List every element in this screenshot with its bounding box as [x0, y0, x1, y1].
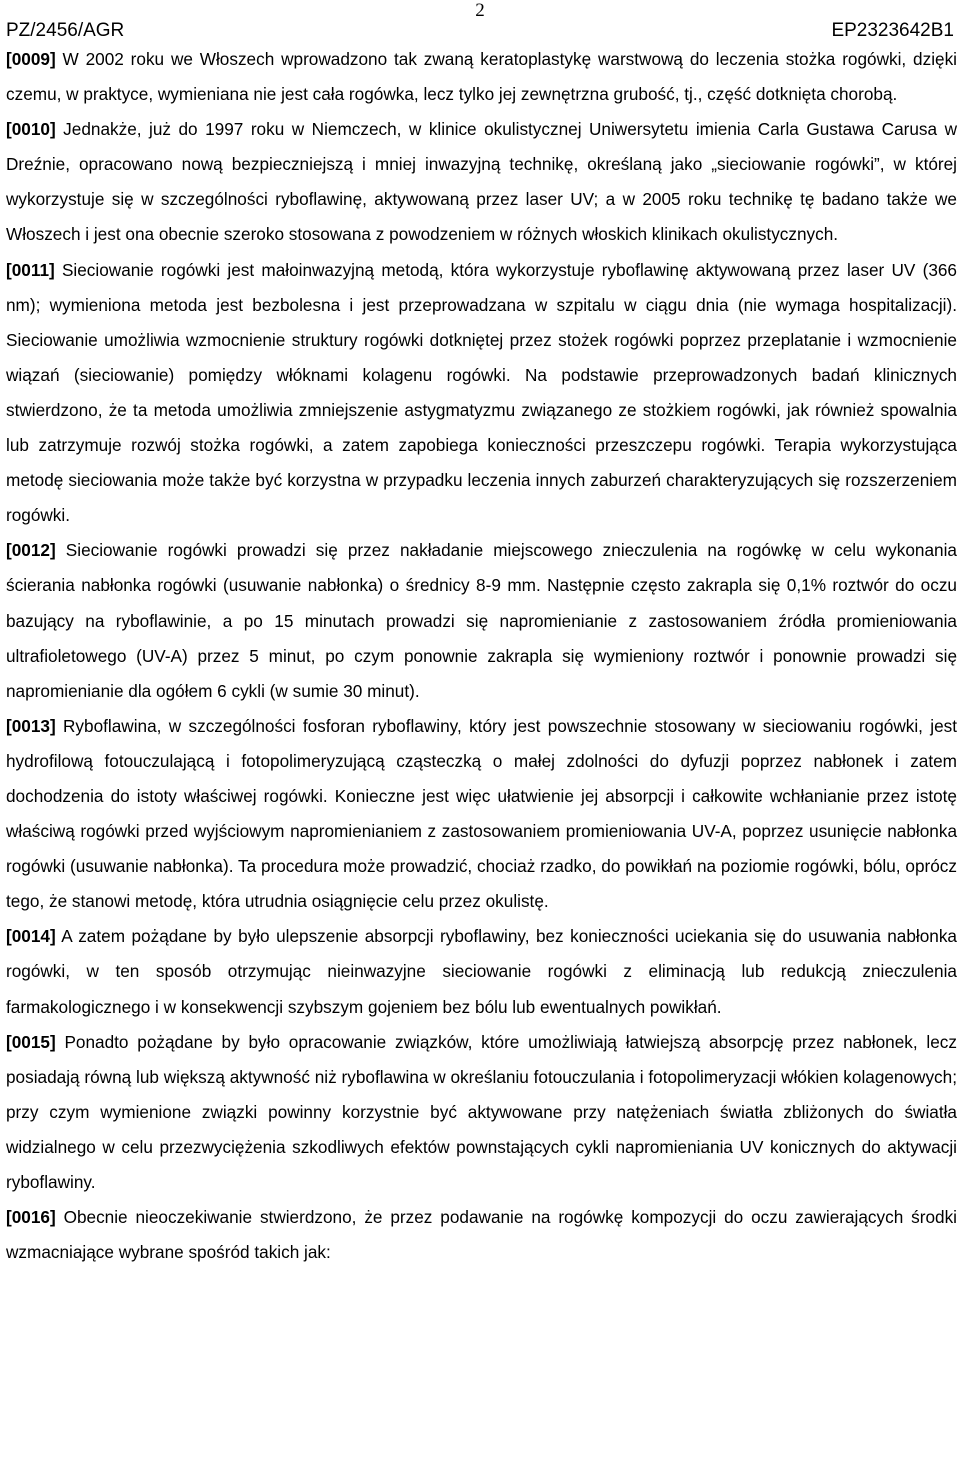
- paragraph-ref: [0012]: [6, 540, 56, 561]
- paragraph-0009: [6, 42, 957, 112]
- application-number: PZ/2456/AGR: [6, 20, 125, 41]
- paragraph-0014: [6, 919, 957, 1024]
- paragraph-0016: [6, 1200, 957, 1270]
- patent-number: EP2323642B1: [831, 20, 954, 41]
- paragraph-0015: [6, 1025, 957, 1200]
- paragraph-0010: [6, 112, 957, 252]
- paragraph-text: Sieciowanie rogówki prowadzi się przez nakładanie miejscowego znieczulenia na rogówkę w celu wykonania ścierania nabłonka rogówki (usuwanie nabłonka) o średnicy 8-9 mm. Następnie często zakrapla się 0,1% roztwór do oczu bazujący na ryboflawinie, a po 15 minutach prowadzi się napromienianie z zastosowaniem źródła promieniowania ultrafioletowego (UV-A) przez 5 minut, po czym ponownie zakrapla się wymieniony roztwór i ponownie prowadzi się napromienianie dla ogółem 6 cykli (w sumie 30 minut).: [6, 540, 957, 701]
- paragraph-ref: [0014]: [6, 926, 56, 947]
- paragraph-text: Ryboflawina, w szczególności fosforan ryboflawiny, który jest powszechnie stosowany w sieciowaniu rogówki, jest hydrofilową fotouczulającą i fotopolimeryzującą cząsteczką o małej zdolności do dyfuzji poprzez nabłonek i zatem dochodzenia do istoty właściwej rogówki. Konieczne jest więc ułatwienie jej absorpcji i całkowite wchłanianie przez istotę właściwą rogówki przed wyjściowym napromienianiem z zastosowaniem promieniowania UV-A, poprzez usunięcie nabłonka rogówki (usuwanie nabłonka). Ta procedura może prowadzić, chociaż rzadko, do powikłań na poziomie rogówki, bólu, oprócz tego, że stanowi metodę, która utrudnia osiągnięcie celu przez okulistę.: [6, 715, 957, 912]
- paragraph-0011: [6, 253, 957, 534]
- paragraph-text: Obecnie nieoczekiwanie stwierdzono, że przez podawanie na rogówkę kompozycji do oczu zawierających środki wzmacniające wybrane spośród takich jak:: [6, 1207, 957, 1263]
- paragraph-ref: [0015]: [6, 1031, 56, 1052]
- paragraph-text: W 2002 roku we Włoszech wprowadzono tak zwaną keratoplastykę warstwową do leczenia stożka rogówki, dzięki czemu, w praktyce, wymieniana nie jest cała rogówka, lecz tylko jej zewnętrzna grubość, tj., część dotknięta chorobą.: [6, 49, 957, 105]
- document-body: [6, 42, 957, 1270]
- paragraph-0013: [6, 709, 957, 920]
- paragraph-text: Sieciowanie rogówki jest małoinwazyjną metodą, która wykorzystuje ryboflawinę aktywowaną przez laser UV (366 nm); wymieniona metoda jest bezbolesna i jest przeprowadzana w szpitalu w ciągu dnia (nie wymaga hospitalizacji). Sieciowanie umożliwia wzmocnienie struktury rogówki dotkniętej przez stożek rogówki poprzez przeplatanie i wzmocnienie wiązań (sieciowanie) pomiędzy włóknami kolagenu rogówki. Na podstawie przeprowadzonych badań klinicznych stwierdzono, że ta metoda umożliwia zmniejszenie astygmatyzmu związanego ze stożkiem rogówki, jak również spowalnia lub zatrzymuje rozwój stożka rogówki, a zatem zapobiega konieczności przeszczepu rogówki. Terapia wykorzystująca metodę sieciowania może także być korzystna w przypadku leczenia innych zaburzeń charakteryzujących się rozszerzeniem rogówki.: [6, 259, 957, 526]
- page-number: 2: [475, 0, 485, 21]
- paragraph-ref: [0011]: [6, 259, 55, 280]
- paragraph-ref: [0013]: [6, 715, 56, 736]
- paragraph-text: A zatem pożądane by było ulepszenie absorpcji ryboflawiny, bez konieczności uciekania się do usuwania nabłonka rogówki, w ten sposób otrzymując nieinwazyjne sieciowanie rogówki z eliminacją lub redukcją znieczulenia farmakologicznego i w konsekwencji szybszym gojeniem bez bólu lub ewentualnych powikłań.: [6, 926, 957, 1017]
- paragraph-text: Ponadto pożądane by było opracowanie związków, które umożliwiają łatwiejszą absorpcję przez nabłonek, lecz posiadają równą lub większą aktywność niż ryboflawina w określaniu fotouczulania i fotopolimeryzacji włókien kolagenowych; przy czym wymienione związki powinny korzystnie być aktywowane przy natężeniach światła zbliżonych do światła widzialnego w celu przezwyciężenia szkodliwych efektów pownstających cykli napromieniania UV konicznych do aktywacji ryboflawiny.: [6, 1031, 957, 1192]
- paragraph-ref: [0016]: [6, 1207, 56, 1228]
- paragraph-ref: [0009]: [6, 49, 56, 69]
- paragraph-ref: [0010]: [6, 119, 56, 140]
- paragraph-0012: [6, 533, 957, 708]
- paragraph-text: Jednakże, już do 1997 roku w Niemczech, w klinice okulistycznej Uniwersytetu imienia Carla Gustawa Carusa w Dreźnie, opracowano nową bezpieczniejszą i mniej inwazyjną technikę, określaną jako „sieciowanie rogówki”, w której wykorzystuje się w szczególności ryboflawinę, aktywowaną przez laser UV; a w 2005 roku technikę tę badano także we Włoszech i jest ona obecnie szeroko stosowana z powodzeniem w różnych włoskich klinikach okulistycznych.: [6, 119, 957, 245]
